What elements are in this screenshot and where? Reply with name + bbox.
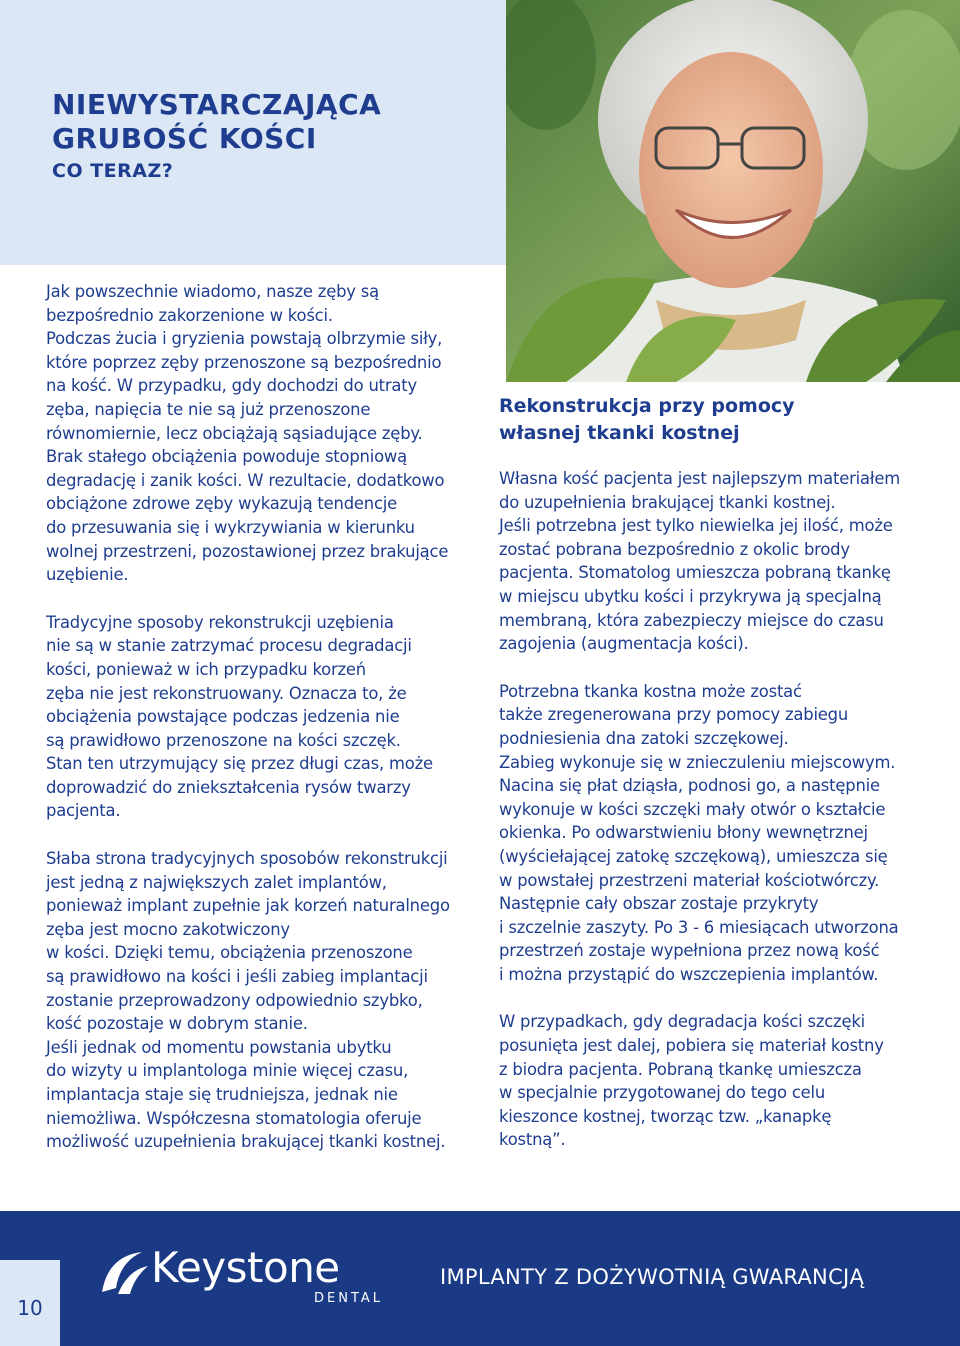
logo-subtext: DENTAL xyxy=(314,1291,384,1306)
page-title xyxy=(52,88,381,186)
left-paragraph-1: Jak powszechnie wiadomo, nasze zęby są bezpośrednio zakorzenione w kości. Podczas żucia i gryzienia powstają olbrzymie siły, które poprzez zęby przenoszone są bezpośrednio na kość. W przypadku, gdy dochodzi do utraty zęba, napięcia te nie są już przenoszone równomiernie, lecz obciążają sąsiadujące zęby. Brak stałego obciążenia powoduje stopniową degradację i zanik kości. W rezultacie, dodatkowo obciążone zdrowe zęby wykazują tendencje do przesuwania się i wykrzywiania w kierunku wolnej przestrzeni, pozostawionej przez brakujące uzębienie. xyxy=(46,282,449,585)
right-column xyxy=(499,467,939,1176)
footer-tagline: IMPLANTY Z DOŻYWOTNIĄ GWARANCJĄ xyxy=(440,1265,865,1289)
right-paragraph-1: Własna kość pacjenta jest najlepszym materiałem do uzupełnienia brakującej tkanki kostnej. Jeśli potrzebna jest tylko niewielka jej ilość, może zostać pobrana bezpośrednio z okolic brody pacjenta. Stomatolog umieszcza pobraną tkankę w miejscu ubytku kości i przykrywa ją specjalną membraną, która zabezpieczy miejsce do czasu zagojenia (augmentacja kości). xyxy=(499,469,900,654)
left-paragraph-2: Tradycyjne sposoby rekonstrukcji uzębienia nie są w stanie zatrzymać procesu degradacji kości, ponieważ w ich przypadku korzeń zęba nie jest rekonstruowany. Oznacza to, że obciążenia powstające podczas jedzenia nie są prawidłowo przenoszone na kości szczęk. Stan ten utrzymujący się przez długi czas, może doprowadzić do zniekształcenia rysów twarzy pacjenta. xyxy=(46,612,433,821)
smiling-senior-woman-photo xyxy=(506,0,960,382)
keystone-logo xyxy=(98,1240,398,1310)
section-heading: Rekonstrukcja przy pomocy własnej tkanki kostnej xyxy=(499,395,795,444)
keystone-swirl-icon xyxy=(98,1248,150,1298)
logo-wordmark: Keystone xyxy=(151,1243,340,1292)
left-paragraph-3: Słaba strona tradycyjnych sposobów rekonstrukcji jest jedną z największych zalet implantów, ponieważ implant zupełnie jak korzeń naturalnego zęba jest mocno zakotwiczony w kości. Dzięki temu, obciążenia przenoszone są prawidłowo na kości i jeśli zabieg implantacji zostanie przeprowadzony odpowiednio szybko, kość pozostaje w dobrym stanie. Jeśli jednak od momentu powstania ubytku do wizyty u implantologa minie więcej czasu, implantacja staje się trudniejsza, jednak nie niemożliwa. Współczesna stomatologia oferuje możliwość uzupełnienia brakującej tkanki kostnej. xyxy=(46,849,450,1152)
page-number: 10 xyxy=(17,1296,43,1320)
right-paragraph-3: W przypadkach, gdy degradacja kości szczęki posunięta jest dalej, pobiera się materiał kostny z biodra pacjenta. Pobraną tkankę umieszcza w specjalnie przygotowanej do tego celu kieszonce kostnej, tworząc tzw. „kanapkę kostną”. xyxy=(499,1012,884,1150)
right-paragraph-2: Potrzebna tkanka kostna może zostać także zregenerowana przy pomocy zabiegu podniesienia dna zatoki szczękowej. Zabieg wykonuje się w znieczuleniu miejscowym. Nacina się płat dziąsła, podnosi go, a następnie wykonuje w kości szczęki mały otwór o kształcie okienka. Po odwarstwieniu błony wewnętrznej (wyściełającej zatokę szczękową), umieszcza się w powstałej przestrzeni materiał kościotwórczy. Następnie cały obszar zostaje przykryty i szczelnie zaszyty. Po 3 - 6 miesiącach utworzona przestrzeń zostaje wypełniona przez nową kość i można przystąpić do wszczepienia implantów. xyxy=(499,681,899,984)
title-line-2: GRUBOŚĆ KOŚCI xyxy=(52,122,317,155)
left-column xyxy=(46,280,496,1178)
title-line-1: NIEWYSTARCZAJĄCA xyxy=(52,88,382,121)
hero-photo xyxy=(506,0,960,382)
title-subtitle: CO TERAZ? xyxy=(52,160,174,182)
